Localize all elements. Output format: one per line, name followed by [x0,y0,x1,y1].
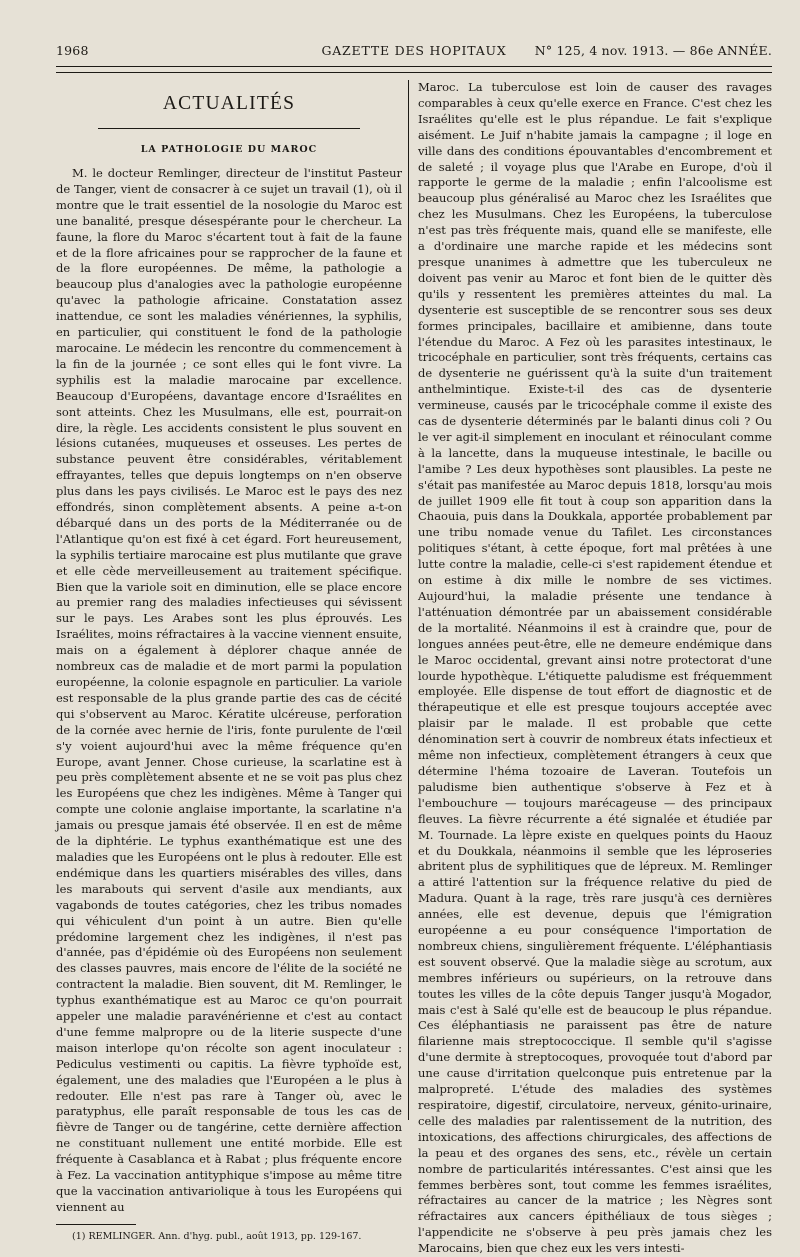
page-number: 1968 [56,43,89,58]
header-rule [56,66,772,67]
journal-title: GAZETTE DES HOPITAUX [321,43,507,58]
title-rule [98,128,361,129]
article-body-right: Maroc. La tuberculose est loin de causer des ravages comparables à ceux qu'elle exerce en France. C'est chez les Israélites qu'elle est le plus répandue. Le fait s'explique aisément. Le Juif n'habite jamais la campagne ; il loge en ville dans des conditions épouvantables d'encombrement et de saleté ; il voyage plus que l'Arabe en Europe, d'où il rapporte le germe de la maladie ; enfin l'alcoolisme est beaucoup plus généralisé au Maroc chez les Israélites que chez les Musulmans. Chez les Européens, la tuberculose n'est pas très fréquente mais, quand elle se manifeste, elle a d'ordinaire une marche rapide et les médecins sont presque unanimes à admettre que les tuberculeux ne doivent pas venir au Maroc et font bien de le quitter dès qu'ils y ressentent les premières atteintes du mal. La dysenterie est susceptible de se rencontrer sous ses deux formes principales, bacillaire et amibienne, dans toute l'étendue du Maroc. A Fez où les parasites intestinaux, le tricocéphale en particulier, sont très fréquents, certains cas de dysenterie ne guérissent qu'à la suite d'un traitement anthelmintique. Existe-t-il des cas de dysenterie vermineuse, causés par le tricocéphale comme il existe des cas de dysenterie déterminés par le balanti dinus coli ? Ou le ver agit-il simplement en inoculant et réinoculant comme à la lancette, dans la muqueuse intestinale, le bacille ou l'amibe ? Les deux hypothèses sont plausibles. La peste ne s'était pas manifestée au Maroc depuis 1818, lorsqu'au mois de juillet 1909 elle fit tout à coup son apparition dans la Chaouia, puis dans la Doukkala, apportée probablement par une tribu nomade venue du Tafilet. Les circonstances politiques s'étant, à cette époque, fort mal prêtées à une lutte contre la maladie, celle-ci s'est rapidement étendue et on estime à dix mille le nombre de ses victimes. Aujourd'hui, la maladie présente une tendance à l'atténuation démontrée par un abaissement considérable de la mortalité. Néanmoins il est à craindre que, pour de longues années peut-être, elle ne demeure endémique dans le Maroc occidental, grevant ainsi notre protectorat d'une lourde hypothèque. L'étiquette paludisme est fréquemment employée. Elle dispense de tout effort de diagnostic et de thérapeutique et elle est presque toujours acceptée avec plaisir par le malade. Il est probable que cette dénomination sert à couvrir de nombreux états infectieux et même non infectieux, complètement étrangers à ceux que détermine l'héma tozoaire de Laveran. Toutefois un paludisme bien authentique s'observe à Fez et à l'embouchure — toujours marécageuse — des principaux fleuves. La fièvre récurrente a été signalée et étudiée par M. Tournade. La lèpre existe en quelques points du Haouz et du Doukkala, néanmoins il semble que les léproseries abritent plus de syphilitiques que de lépreux. M. Remlinger a attiré l'attention sur la fréquence relative du pied de Madura. Quant à la rage, très rare jusqu'à ces dernières années, elle est devenue, depuis que l'émigration européenne a eu pour conséquence l'importation de nombreux chiens, singulièrement fréquente. L'éléphantiasis est souvent observé. Que la maladie siège au scrotum, aux membres inférieurs ou supérieurs, on la retrouve dans toutes les villes de la côte depuis Tanger jusqu'à Mogador, mais c'est à Salé qu'elle est de beaucoup le plus répandue. Ces éléphantiasis ne paraissent pas être de nature filarienne mais streptococcique. Il semble qu'il s'agisse d'une dermite à streptocoques, provoquée tout d'abord par une cause d'irritation quelconque puis entretenue par la malpropreté. L'étude des maladies des systèmes respiratoire, digestif, circulatoire, nerveux, génito-urinaire, celle des maladies par ralentissement de la nutrition, des intoxications, des affections chirurgicales, des affections de la peau et des organes des sens, etc., révèle un certain nombre de particularités intéressantes. C'est ainsi que les femmes berbères sont, tout comme les femmes israélites, réfractaires au cancer de la matrice ; les Nègres sont réfractaires aux cancers épithéliaux de tous sièges ; l'appendicite ne s'observe à peu près jamais chez les Marocains, bien que chez eux les vers intesti- [418,80,772,1256]
issue-info: N° 125, 4 nov. 1913. — 86e ANNÉE. [534,43,772,58]
section-title: ACTUALITÉS [162,93,296,114]
article-title: LA PATHOLOGIE DU MAROC [140,144,318,155]
footnote-rule [56,1224,136,1225]
right-column [418,80,772,1256]
left-column [56,80,402,1242]
article-body-left: M. le docteur Remlinger, directeur de l'institut Pasteur de Tanger, vient de consacrer à ce sujet un travail (1), où il montre que le trait essentiel de la nosologie du Maroc est une banalité, presque désespérante pour le chercheur. La faune, la flore du Maroc s'écartent tout à fait de la faune et de la flore africaines pour se rapprocher de la faune et de la flore européennes. De même, la pathologie a beaucoup plus d'analogies avec la pathologie européenne qu'avec la pathologie africaine. Constatation assez inattendue, ce sont les maladies vénériennes, la syphilis, en particulier, qui constituent le fond de la pathologie marocaine. Le médecin les rencontre du commencement à la fin de la journée ; ce sont elles qui le font vivre. La syphilis est la maladie marocaine par excellence. Beaucoup d'Européens, davantage encore d'Israélites en sont atteints. Chez les Musulmans, elle est, pourrait-on dire, la règle. Les accidents consistent le plus souvent en lésions cutanées, muqueuses et osseuses. Les pertes de substance peuvent être considérables, véritablement effrayantes, telles que depuis longtemps on n'en observe plus dans les pays civilisés. Le Maroc est le pays des nez effondrés, sinon complètement absents. A peine a-t-on débarqué dans un des ports de la Méditerranée ou de l'Atlantique qu'on est fixé à cet égard. Fort heureusement, la syphilis tertiaire marocaine est plus mutilante que grave et elle cède merveilleusement au traitement spécifique. Bien que la variole soit en diminution, elle se place encore au premier rang des maladies infectieuses qui sévissent sur le pays. Les Arabes sont les plus éprouvés. Les Israélites, moins réfractaires à la vaccine viennent ensuite, mais on a également à déplorer chaque année de nombreux cas de maladie et de mort parmi la population européenne, la colonie espagnole en particulier. La variole est responsable de la plus grande partie des cas de cécité qui s'observent au Maroc. Kératite ulcéreuse, perforation de la cornée avec hernie de l'iris, fonte purulente de l'œil s'y voient aujourd'hui avec la même fréquence qu'en Europe, avant Jenner. Chose curieuse, la scarlatine est à peu près complètement absente et ne se voit pas plus chez les Européens que chez les indigènes. Même à Tanger qui compte une colonie anglaise importante, la scarlatine n'a jamais ou presque jamais été observée. Il en est de même de la diphtérie. Le typhus exanthématique est une des maladies que les Européens ont le plus à redouter. Elle est endémique dans les quartiers misérables des villes, dans les marabouts qui servent d'asile aux mendiants, aux vagabonds de toutes catégories, chez les tribus nomades qui véhiculent d'un point à un autre. Bien qu'elle prédomine largement chez les indigènes, il n'est pas d'année, pas d'épidémie où des Européens non seulement des classes pauvres, mais encore de l'élite de la société ne contractent la maladie. Bien souvent, dit M. Remlinger, le typhus exanthématique est au Maroc ce qu'on pourrait appeler une maladie paravénérienne et c'est au contact d'une femme malpropre ou de la literie suspecte d'une maison interlope qu'on récolte son agent inoculateur : Pediculus vestimenti ou capitis. La fièvre typhoïde est, également, une des maladies que l'Européen a le plus à redouter. Elle n'est pas rare à Tanger où, avec le paratyphus, elle paraît responsable de tous les cas de fièvre de Tanger ou de tangérine, cette dernière affection ne constituant nullement une entité morbide. Elle est fréquente à Casablanca et à Rabat ; plus fréquente encore à Fez. La vaccination antityphique s'impose au même titre que la vaccination antivariolique à tous les Européens qui viennent au [56,166,402,1214]
column-divider [408,80,409,1120]
header-rule-thin [56,72,772,73]
footnote: (1) REMLINGER. Ann. d'hyg. publ., août 1913, pp. 129-167. [72,1230,362,1242]
running-header [56,40,772,62]
